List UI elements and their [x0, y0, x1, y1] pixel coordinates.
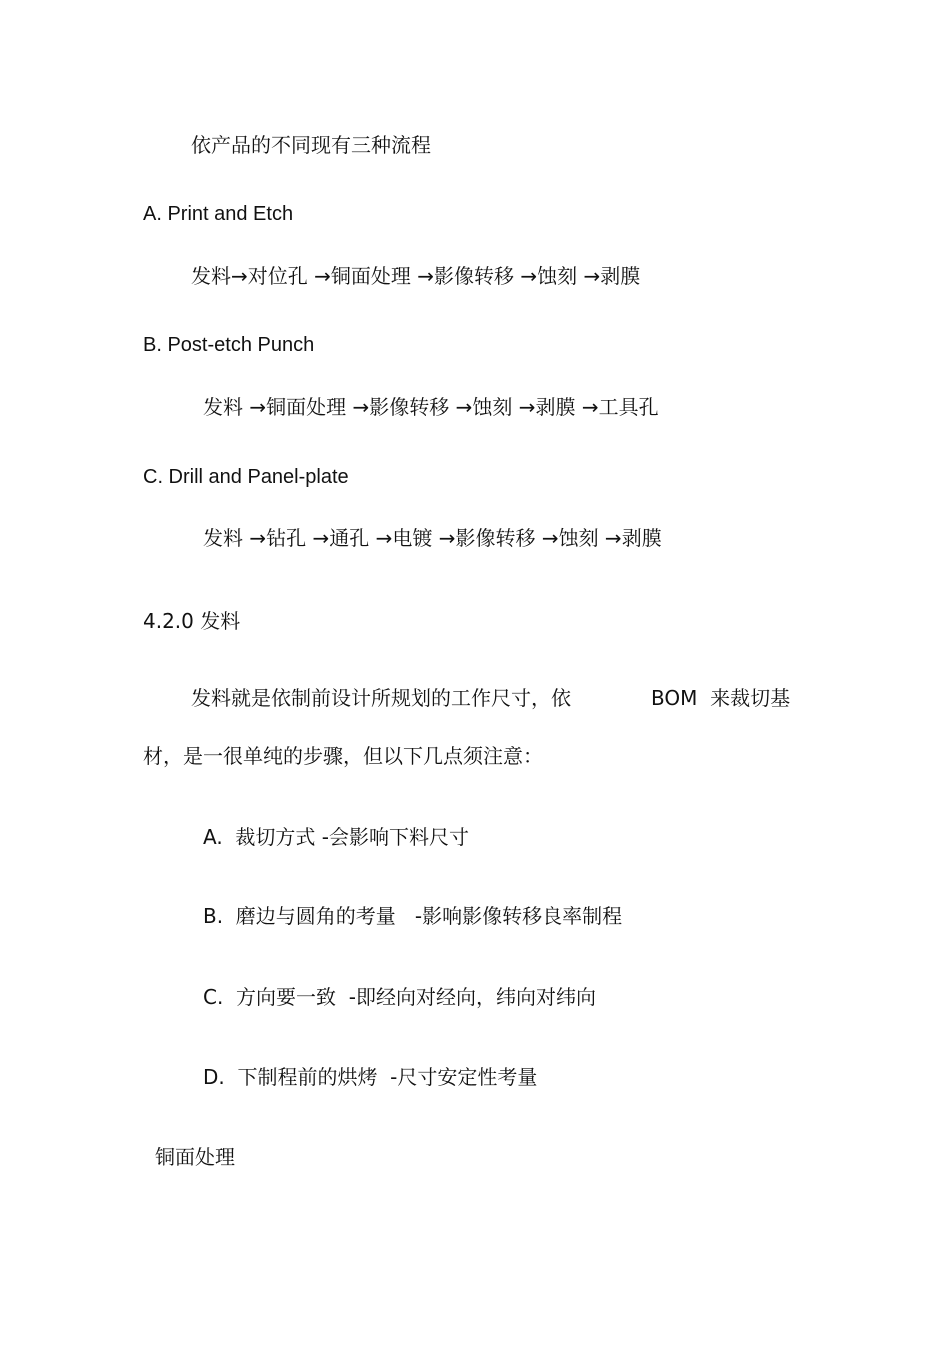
paragraph-line-2: 材，是一很单纯的步骤，但以下几点须注意： [143, 744, 543, 768]
paragraph-line-1b: BOM 来裁切基 [651, 686, 791, 710]
next-section-heading: 铜面处理 [155, 1145, 235, 1169]
note-item-c: C. 方向要一致 -即经向对经向，纬向对纬向 [203, 985, 596, 1009]
flow-c-title: C. Drill and Panel-plate [143, 466, 349, 488]
section-heading: 4.2.0 发料 [143, 609, 241, 633]
flow-b-steps: 发料 →铜面处理 →影像转移 →蚀刻 →剥膜 →工具孔 [203, 395, 659, 419]
intro-text: 依产品的不同现有三种流程 [191, 133, 431, 157]
flow-b-title: B. Post-etch Punch [143, 334, 315, 356]
flow-a-title: A. Print and Etch [143, 203, 294, 225]
note-item-d: D. 下制程前的烘烤 -尺寸安定性考量 [203, 1065, 538, 1089]
paragraph-line-1a: 发料就是依制前设计所规划的工作尺寸，依 [191, 686, 571, 710]
note-item-b: B. 磨边与圆角的考量 -影响影像转移良率制程 [203, 904, 623, 928]
note-item-a: A. 裁切方式 -会影响下料尺寸 [203, 825, 469, 849]
flow-a-steps: 发料→对位孔 →铜面处理 →影像转移 →蚀刻 →剥膜 [191, 264, 641, 288]
flow-c-steps: 发料 →钻孔 →通孔 →电镀 →影像转移 →蚀刻 →剥膜 [203, 526, 662, 550]
